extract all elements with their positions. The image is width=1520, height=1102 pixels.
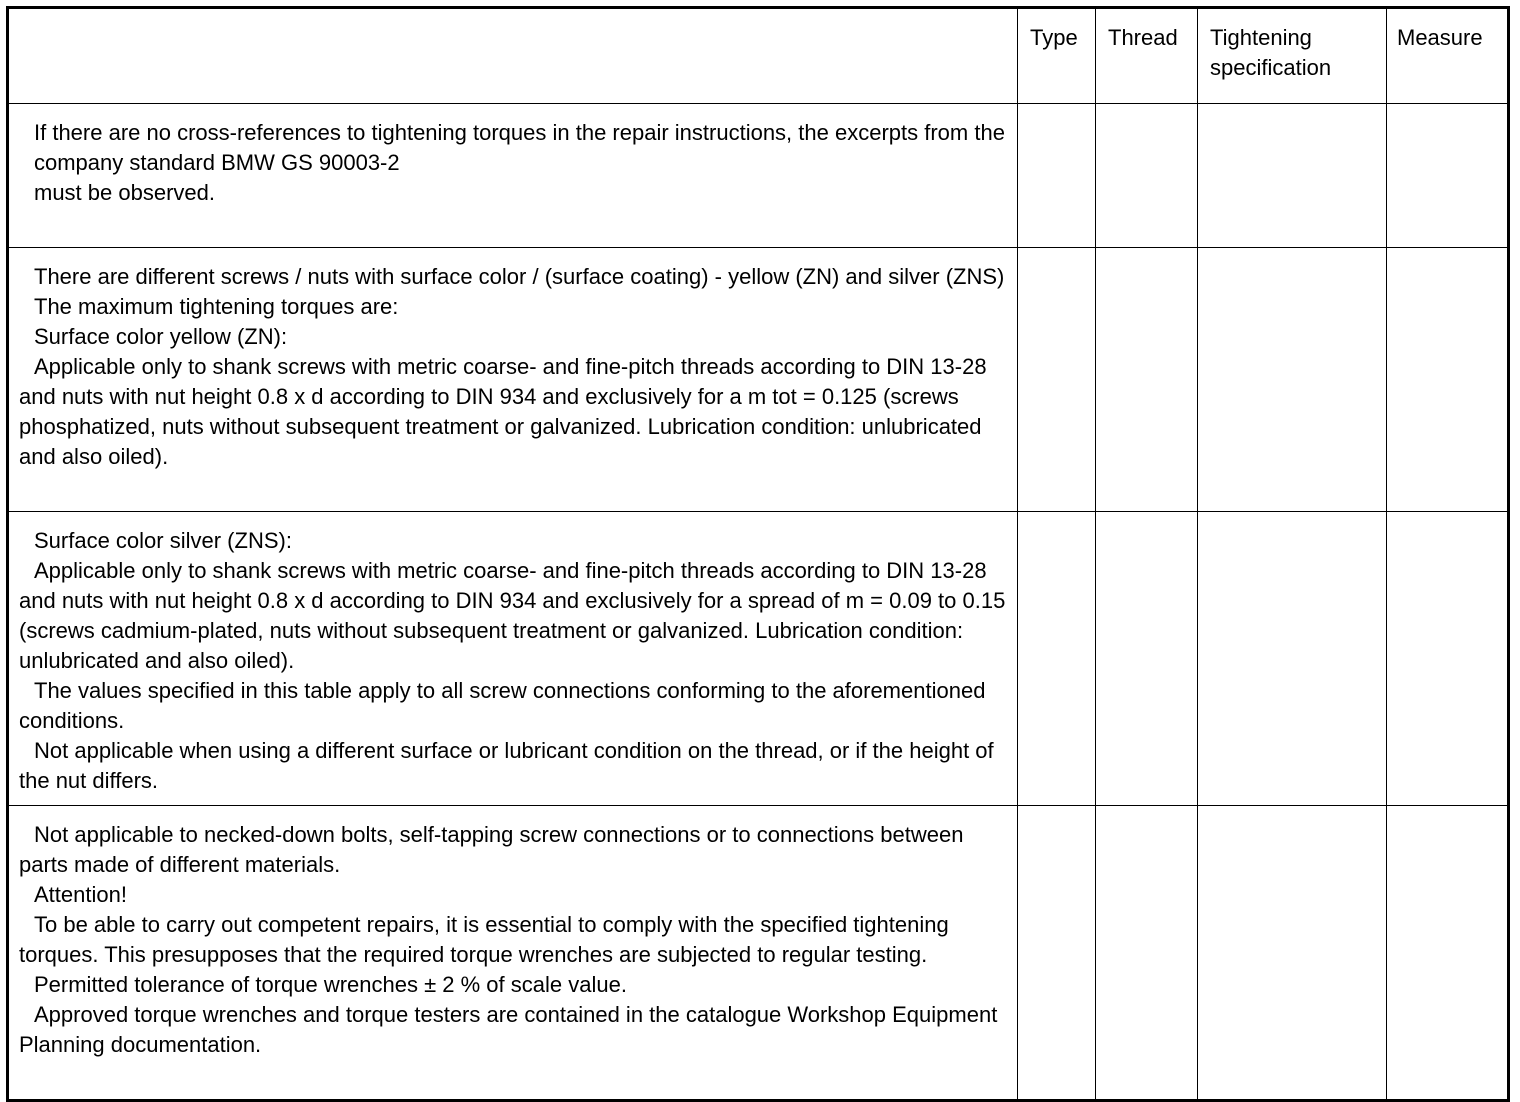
- row-text-cell: [8, 248, 1018, 512]
- tightening-cell: [1198, 512, 1387, 806]
- row-paragraph: Surface color silver (ZNS):: [34, 528, 292, 553]
- type-cell: [1018, 806, 1096, 1101]
- header-thread: Thread: [1096, 8, 1198, 104]
- row-paragraph: The values specified in this table apply to all screw connections conforming to the aforementioned conditions.: [19, 678, 986, 733]
- header-main: [8, 8, 1018, 104]
- row-paragraph: Applicable only to shank screws with metric coarse- and fine-pitch threads according to DIN 13-28 and nuts with nut height 0.8 x d according to DIN 934 and exclusively for a spread of m = 0.09 to 0.15 (screws cadmium-plated, nuts without subsequent treatment or galvanized. Lubrication condition: unlubricated and also oiled).: [19, 558, 1006, 673]
- header-row: [8, 8, 1509, 104]
- row-paragraph: Attention!: [34, 882, 127, 907]
- row-paragraph: Applicable only to shank screws with metric coarse- and fine-pitch threads according to DIN 13-28 and nuts with nut height 0.8 x d according to DIN 934 and exclusively for a m tot = 0.125 (screws phosphatized, nuts without subsequent treatment or galvanized. Lubrication condition: unlubricated and also oiled).: [19, 354, 987, 469]
- header-tightening-specification: [1198, 8, 1387, 104]
- row-paragraph: The maximum tightening torques are:: [34, 294, 399, 319]
- measure-cell: [1387, 806, 1509, 1101]
- row-paragraph: Not applicable when using a different surface or lubricant condition on the thread, or if the height of the nut differs.: [19, 738, 994, 793]
- measure-cell: [1387, 104, 1509, 248]
- tightening-cell: [1198, 806, 1387, 1101]
- row-paragraph: Approved torque wrenches and torque testers are contained in the catalogue Workshop Equipment Planning documentation.: [19, 1002, 998, 1057]
- row-paragraph: Permitted tolerance of torque wrenches ± 2 % of scale value.: [34, 972, 627, 997]
- measure-cell: [1387, 512, 1509, 806]
- torque-spec-table: [6, 6, 1510, 1102]
- thread-cell: [1096, 104, 1198, 248]
- row-paragraph: company standard BMW GS 90003-2: [34, 150, 400, 175]
- header-type: Type: [1018, 8, 1096, 104]
- measure-cell: [1387, 248, 1509, 512]
- header-tightening-line2: specification: [1210, 55, 1332, 80]
- table-row: [8, 104, 1509, 248]
- thread-cell: [1096, 248, 1198, 512]
- row-paragraph: must be observed.: [34, 180, 215, 205]
- table-row: [8, 806, 1509, 1101]
- row-paragraph: If there are no cross-references to tightening torques in the repair instructions, the excerpts from the: [34, 120, 1005, 145]
- thread-cell: [1096, 806, 1198, 1101]
- type-cell: [1018, 512, 1096, 806]
- tightening-cell: [1198, 104, 1387, 248]
- row-text-cell: [8, 806, 1018, 1101]
- header-tightening-line1: Tightening: [1210, 25, 1312, 50]
- row-text-cell: [8, 104, 1018, 248]
- type-cell: [1018, 104, 1096, 248]
- row-paragraph: There are different screws / nuts with surface color / (surface coating) - yellow (ZN) and silver (ZNS): [34, 264, 1005, 289]
- tightening-cell: [1198, 248, 1387, 512]
- table-row: [8, 512, 1509, 806]
- row-text-cell: [8, 512, 1018, 806]
- row-paragraph: Not applicable to necked-down bolts, self-tapping screw connections or to connections between parts made of different materials.: [19, 822, 964, 877]
- row-paragraph: Surface color yellow (ZN):: [34, 324, 288, 349]
- header-measure: Measure: [1387, 8, 1509, 104]
- thread-cell: [1096, 512, 1198, 806]
- row-paragraph: To be able to carry out competent repairs, it is essential to comply with the specified tightening torques. This presupposes that the required torque wrenches are subjected to regular testing.: [19, 912, 949, 967]
- type-cell: [1018, 248, 1096, 512]
- table-row: [8, 248, 1509, 512]
